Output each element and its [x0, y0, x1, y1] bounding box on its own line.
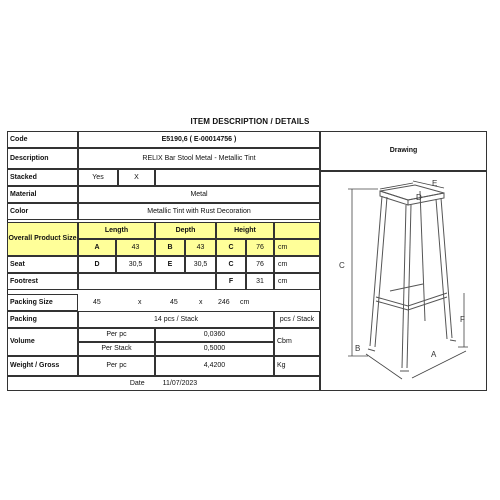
packing-size-x2: x [199, 298, 203, 306]
footrest-f-value: 31 [246, 273, 274, 290]
size-label: Overall Product Size [7, 222, 78, 256]
seat-d-value: 30,5 [116, 256, 155, 273]
footrest-f-label: F [216, 273, 246, 290]
volume-per-pc-value: 0,0360 [155, 328, 274, 342]
stacked-yes: Yes [78, 169, 118, 186]
dim-label-c: C [339, 261, 345, 270]
description-label: Description [7, 148, 78, 169]
volume-per-stack-value: 0,5000 [155, 342, 274, 356]
size-unit: cm [274, 239, 320, 256]
footrest-blank [78, 273, 216, 290]
code-label: Code [7, 131, 78, 148]
dim-label-d: D [416, 193, 422, 202]
bar-stool-drawing [320, 171, 487, 391]
size-a-value: 43 [116, 239, 155, 256]
seat-e-value: 30,5 [185, 256, 216, 273]
date-value: 11/07/2023 [162, 379, 198, 387]
stacked-mark: X [118, 169, 155, 186]
page-title: ITEM DESCRIPTION / DETAILS [190, 117, 310, 126]
color-value: Metallic Tint with Rust Decoration [78, 203, 320, 220]
date-row [7, 376, 320, 391]
packing-size-x1: x [138, 298, 142, 306]
volume-per-pc-label: Per pc [78, 328, 155, 342]
seat-unit: cm [274, 256, 320, 273]
drawing-header: Drawing [320, 131, 487, 171]
size-b-label: B [155, 239, 185, 256]
stacked-label: Stacked [7, 169, 78, 186]
footrest-label: Footrest [7, 273, 78, 290]
weight-label: Weight / Gross [7, 356, 78, 376]
size-height-header: Height [216, 222, 274, 239]
size-length-header: Length [78, 222, 155, 239]
material-value: Metal [78, 186, 320, 203]
packing-value: 14 pcs / Stack [78, 311, 274, 328]
size-header-blank [274, 222, 320, 239]
description-value: RELIX Bar Stool Metal - Metallic Tint [78, 148, 320, 169]
packing-size-label: Packing Size [7, 294, 78, 311]
dim-label-e: E [432, 179, 438, 188]
material-label: Material [7, 186, 78, 203]
seat-c-label: C [216, 256, 246, 273]
packing-size-unit: cm [240, 298, 250, 306]
dim-label-f: F [460, 315, 465, 324]
dim-label-b: B [355, 344, 361, 353]
seat-c-value: 76 [246, 256, 274, 273]
weight-unit: Kg [274, 356, 320, 376]
packing-size-width: 45 [170, 298, 178, 306]
date-label: Date [129, 379, 145, 387]
color-label: Color [7, 203, 78, 220]
volume-unit: Cbm [274, 328, 320, 356]
size-a-label: A [78, 239, 116, 256]
weight-value: 4,4200 [155, 356, 274, 376]
size-depth-header: Depth [155, 222, 216, 239]
seat-d-label: D [78, 256, 116, 273]
size-b-value: 43 [185, 239, 216, 256]
packing-size-row [78, 294, 320, 311]
volume-per-stack-label: Per Stack [78, 342, 155, 356]
dim-label-a: A [431, 350, 437, 359]
seat-label: Seat [7, 256, 78, 273]
code-value: E5190,6 ( E-00014756 ) [78, 131, 320, 148]
size-c-label: C [216, 239, 246, 256]
packing-label: Packing [7, 311, 78, 328]
seat-e-label: E [155, 256, 185, 273]
stacked-empty [155, 169, 320, 186]
size-c-value: 76 [246, 239, 274, 256]
packing-size-height: 246 [218, 298, 230, 306]
packing-unit: pcs / Stack [274, 311, 320, 328]
weight-per-pc-label: Per pc [78, 356, 155, 376]
packing-size-length: 45 [93, 298, 101, 306]
volume-label: Volume [7, 328, 78, 356]
footrest-unit: cm [274, 273, 320, 290]
